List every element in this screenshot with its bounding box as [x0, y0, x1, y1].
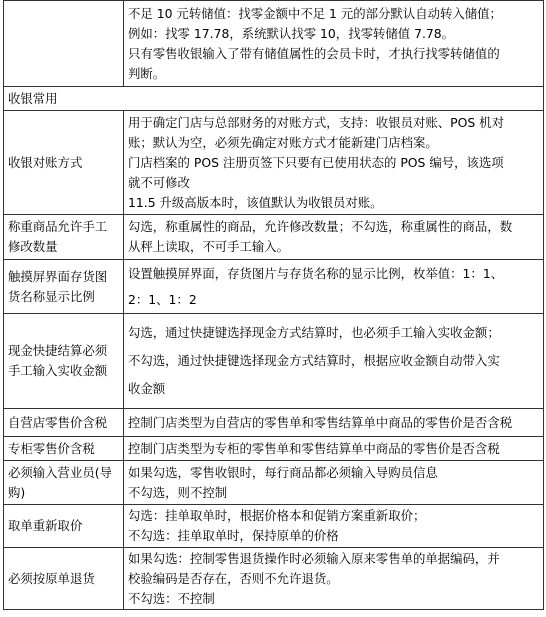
setting-name-cell	[4, 461, 124, 505]
setting-name: 专柜零售价含税	[8, 440, 95, 456]
table-row	[4, 505, 544, 548]
setting-description-cell	[124, 461, 544, 505]
setting-name-cell	[4, 314, 124, 409]
setting-name-cell	[4, 505, 124, 548]
setting-name: 手工输入实收金额	[8, 363, 108, 378]
setting-name: 触摸屏界面存货图	[8, 268, 108, 284]
table-row	[4, 260, 544, 314]
setting-description-cell	[124, 215, 544, 260]
description-line: 如果勾选：控制零售退货操作时必须输入原来零售单的单据编码，并	[128, 550, 500, 566]
description-line: 不足 10 元转储值：找零金额中不足 1 元的部分默认自动转入储值；	[128, 5, 502, 21]
setting-name: 现金快捷结算必须	[8, 343, 108, 358]
setting-name: 收银对账方式	[8, 154, 83, 170]
description-line: 只有零售收银输入了带有储值属性的会员卡时，才执行找零转储值的	[128, 45, 500, 61]
description-line: 如果勾选，零售收银时，每行商品都必须输入导购员信息	[128, 464, 438, 480]
table-row	[4, 111, 544, 215]
setting-name: 必须输入营业员(导	[8, 464, 112, 480]
table-row	[4, 314, 544, 409]
setting-name: 称重商品允许手工	[8, 219, 108, 234]
description-line: 就不可修改	[128, 174, 190, 190]
setting-name-cell	[4, 1, 124, 87]
description-line: 设置触摸屏界面，存货图片与存货名称的显示比例，枚举值：1：1、	[128, 265, 504, 281]
description-line: 门店档案的 POS 注册页签下只要有已使用状态的 POS 编号，该选项	[128, 154, 504, 170]
setting-description-cell	[124, 260, 544, 314]
table-row	[4, 548, 544, 610]
setting-name: 修改数量	[8, 239, 58, 254]
setting-name: 取单重新取价	[8, 518, 83, 533]
description-line: 从秤上读取，不可手工输入。	[128, 239, 290, 254]
section-title: 收银常用	[8, 90, 58, 106]
setting-name: 必须按原单退货	[8, 570, 95, 586]
description-line: 11.5 升级高版本时，该值默认为收银员对账。	[128, 194, 383, 210]
setting-name: 货名称显示比例	[8, 288, 95, 304]
setting-description-cell	[124, 1, 544, 87]
table-row	[4, 409, 544, 437]
description-line: 用于确定门店与总部财务的对账方式，支持：收银员对账、POS 机对	[128, 114, 504, 130]
setting-name: 购)	[8, 484, 26, 500]
settings-table	[3, 0, 544, 610]
description-line: 勾选：挂单取单时，根据价格本和促销方案重新取价；	[128, 508, 426, 523]
section-header-cell	[4, 87, 544, 111]
description-line: 例如：找零 17.78，系统默认找零 10，找零转储值 7.78。	[128, 25, 455, 41]
description-line: 2：1、1：2	[128, 291, 197, 307]
description-line: 不勾选：挂单取单时，保持原单的价格	[128, 528, 339, 543]
table-row	[4, 1, 544, 87]
setting-description-cell	[124, 314, 544, 409]
description-line: 不勾选，则不控制	[128, 484, 228, 500]
setting-name-cell	[4, 215, 124, 260]
description-line: 收金额	[128, 381, 166, 396]
description-line: 账；默认为空，必须先确定对账方式才能新建门店档案。	[128, 134, 438, 150]
description-line: 控制门店类型为专柜的零售单和零售结算单中商品的零售价是否含税	[128, 440, 500, 456]
setting-description-cell	[124, 111, 544, 215]
description-line: 不勾选：不控制	[128, 590, 215, 606]
setting-name-cell	[4, 548, 124, 610]
setting-description-cell	[124, 437, 544, 461]
description-line: 判断。	[128, 65, 166, 81]
setting-name: 自营店零售价含税	[8, 414, 108, 430]
setting-description-cell	[124, 409, 544, 437]
setting-name-cell	[4, 409, 124, 437]
setting-description-cell	[124, 505, 544, 548]
table-row	[4, 461, 544, 505]
setting-name-cell	[4, 260, 124, 314]
setting-name-cell	[4, 111, 124, 215]
description-line: 控制门店类型为自营店的零售单和零售结算单中商品的零售价是否含税	[128, 414, 513, 430]
description-line: 不勾选，通过快捷键选择现金方式结算时，根据应收金额自动带入实	[128, 353, 500, 368]
section-header-row	[4, 87, 544, 111]
setting-description-cell	[124, 548, 544, 610]
description-line: 勾选，通过快捷键选择现金方式结算时，也必须手工输入实收金额；	[128, 325, 500, 340]
setting-name-cell	[4, 437, 124, 461]
table-row	[4, 215, 544, 260]
description-line: 校验编码是否存在，否则不允许退货。	[128, 570, 339, 586]
description-line: 勾选，称重属性的商品，允许修改数量；不勾选，称重属性的商品，数	[128, 219, 513, 234]
table-row	[4, 437, 544, 461]
